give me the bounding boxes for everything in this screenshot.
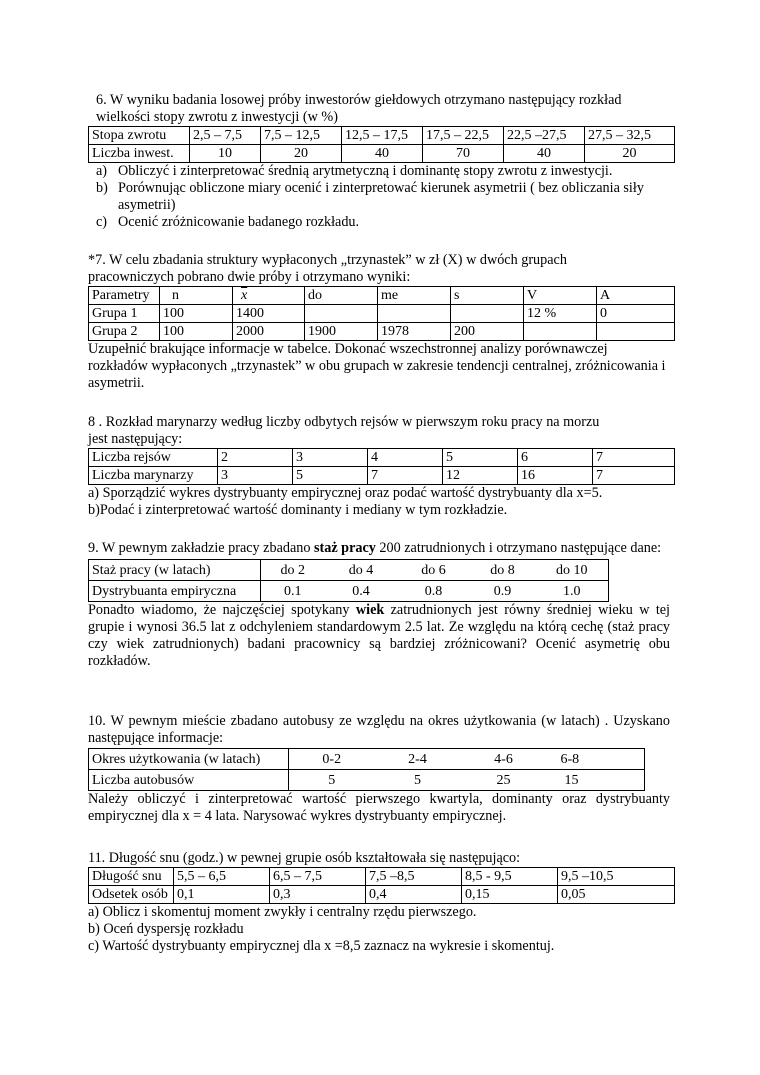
table-cell: Okres użytkowania (w latach) <box>89 749 289 770</box>
table-cell: 5 <box>293 467 368 485</box>
table-cell: Długość snu <box>89 868 174 886</box>
q11-intro: 11. Długość snu (godz.) w pewnej grupie osób kształtowała się następująco: <box>88 850 521 866</box>
table-cell <box>597 323 675 341</box>
table-row <box>89 560 609 581</box>
table-cell: 15 <box>547 770 645 791</box>
table-cell: 12 % <box>524 305 597 323</box>
q8-intro-line1: 8 . Rozkład marynarzy według liczby odbytych rejsów w pierwszym roku pracy na morzu <box>88 414 600 430</box>
x-bar-symbol: $\overline{x}$ <box>241 288 248 303</box>
table-cell: 1.0 <box>536 581 609 602</box>
table-cell: 7 <box>368 467 443 485</box>
table-cell: 0.8 <box>398 581 470 602</box>
table-cell: 40 <box>504 145 585 163</box>
table-cell: Dystrybuanta empiryczna <box>89 581 261 602</box>
table-cell: me <box>378 287 451 305</box>
table-row <box>89 868 675 886</box>
table-cell: 5 <box>289 770 375 791</box>
table-cell: do 4 <box>325 560 398 581</box>
table-cell: Liczba autobusów <box>89 770 289 791</box>
table-cell: 20 <box>261 145 342 163</box>
q9-table <box>88 559 609 602</box>
list-item <box>88 163 670 180</box>
table-cell: 9,5 –10,5 <box>558 868 675 886</box>
list-item <box>88 214 670 231</box>
table-row <box>89 770 645 791</box>
table-cell: 12 <box>443 467 518 485</box>
table-cell: 200 <box>451 323 524 341</box>
table-cell: 2 <box>218 449 293 467</box>
q6-intro-line1: 6. W wyniku badania losowej próby inwestorów giełdowych otrzymano następujący rozkład <box>96 92 622 108</box>
table-cell: 4 <box>368 449 443 467</box>
q9-intro-text-end: 200 zatrudnionych i otrzymano następujące dane: <box>375 540 662 556</box>
table-cell: Liczba rejsów <box>89 449 218 467</box>
table-row <box>89 467 675 485</box>
q9-intro <box>88 540 670 557</box>
item-text: Porównując obliczone miary ocenić i zinterpretować kierunek asymetrii ( bez obliczania siły asymetrii) <box>118 180 644 213</box>
q9-question <box>88 602 670 670</box>
q10-intro: 10. W pewnym mieście zbadano autobusy ze względu na okres użytkowania (w latach) . Uzyskano następujące informacje: <box>88 713 670 746</box>
table-cell: 3 <box>218 467 293 485</box>
table-cell: 0.9 <box>470 581 536 602</box>
q9-question-text-end: zatrudnionych jest równy średniej wieku w tej grupie i wynosi 36.5 lat z odchyleniem standardowym 2.5 lat. Ze względu na którą cechę (staż pracy czy wiek zatrudnionych) badani pracownicy są bardziej zróżnicowani? Ocenić asymetrię obu rozkładów. <box>88 602 670 669</box>
table-cell: 25 <box>461 770 547 791</box>
table-cell: Liczba inwest. <box>89 145 190 163</box>
table-cell <box>378 305 451 323</box>
table-cell: 1900 <box>305 323 378 341</box>
table-cell: 0,3 <box>270 886 366 904</box>
list-item <box>88 180 670 214</box>
table-cell: 6-8 <box>547 749 645 770</box>
table-cell: Parametry <box>89 287 160 305</box>
question-9 <box>88 540 670 670</box>
table-cell: 2000 <box>233 323 305 341</box>
table-cell <box>305 305 378 323</box>
question-6 <box>88 92 670 231</box>
table-cell: 5,5 – 6,5 <box>174 868 270 886</box>
table-cell: 5 <box>443 449 518 467</box>
table-cell: 0,15 <box>462 886 558 904</box>
question-7 <box>88 252 670 392</box>
table-row <box>89 886 675 904</box>
table-row <box>89 287 675 305</box>
table-cell: Stopa zwrotu <box>89 127 190 145</box>
q7-intro-line2: pracowniczych pobrano dwie próby i otrzymano wyniki: <box>88 269 411 285</box>
question-10 <box>88 713 670 825</box>
table-row <box>89 449 675 467</box>
table-cell: Grupa 2 <box>89 323 160 341</box>
item-label: b) <box>96 180 108 196</box>
table-cell: 1400 <box>233 305 305 323</box>
table-cell: 10 <box>190 145 261 163</box>
table-cell: 0-2 <box>289 749 375 770</box>
table-cell: 22,5 –27,5 <box>504 127 585 145</box>
table-cell: 2-4 <box>375 749 461 770</box>
q7-instructions: Uzupełnić brakujące informacje w tabelce. Dokonać wszechstronnej analizy porównawczej rozkładów wypłaconych „trzynastek” w obu grupach w zakresie tendencji centralnej, zróżnicowania i asymetrii. <box>88 341 666 391</box>
table-row <box>89 305 675 323</box>
table-cell: 17,5 – 22,5 <box>423 127 504 145</box>
table-cell: do 8 <box>470 560 536 581</box>
table-row <box>89 145 675 163</box>
q10-table <box>88 748 645 791</box>
q11-task-c: c) Wartość dystrybuanty empirycznej dla x =8,5 zaznacz na wykresie i skomentuj. <box>88 938 555 954</box>
table-cell: Odsetek osób <box>89 886 174 904</box>
table-cell: 6,5 – 7,5 <box>270 868 366 886</box>
table-cell: 27,5 – 32,5 <box>585 127 675 145</box>
table-cell: 7,5 –8,5 <box>366 868 462 886</box>
table-cell: 7 <box>593 467 675 485</box>
table-cell: 3 <box>293 449 368 467</box>
table-cell <box>233 287 305 305</box>
table-cell: 7,5 – 12,5 <box>261 127 342 145</box>
table-cell: 20 <box>585 145 675 163</box>
q6-subtasks <box>88 163 670 231</box>
q8-table <box>88 448 675 485</box>
q8-task-a: a) Sporządzić wykres dystrybuanty empirycznej oraz podać wartość dystrybuanty dla x=5. <box>88 485 603 501</box>
table-cell: 0,05 <box>558 886 675 904</box>
table-cell: 12,5 – 17,5 <box>342 127 423 145</box>
q7-intro-line1: *7. W celu zbadania struktury wypłaconych „trzynastek” w zł (X) w dwóch grupach <box>88 252 567 268</box>
q9-intro-text: 9. W pewnym zakładzie pracy zbadano <box>88 540 314 556</box>
table-cell: n <box>160 287 233 305</box>
table-cell: Grupa 1 <box>89 305 160 323</box>
table-cell: 40 <box>342 145 423 163</box>
table-cell: 1978 <box>378 323 451 341</box>
table-cell: 0.1 <box>261 581 325 602</box>
table-cell: 70 <box>423 145 504 163</box>
q9-question-text: Ponadto wiadomo, że najczęściej spotykany <box>88 602 356 618</box>
table-cell <box>524 323 597 341</box>
q11-task-a: a) Oblicz i skomentuj moment zwykły i centralny rzędu pierwszego. <box>88 904 477 920</box>
table-row <box>89 581 609 602</box>
q11-table <box>88 867 675 904</box>
q7-table <box>88 286 675 341</box>
table-cell: Staż pracy (w latach) <box>89 560 261 581</box>
question-11 <box>88 850 670 955</box>
table-cell: 6 <box>518 449 593 467</box>
question-8 <box>88 414 670 519</box>
table-cell: s <box>451 287 524 305</box>
item-text: Obliczyć i zinterpretować średnią arytmetyczną i dominantę stopy zwrotu z inwestycji. <box>118 163 613 179</box>
table-cell: 8,5 - 9,5 <box>462 868 558 886</box>
table-cell: 100 <box>160 323 233 341</box>
table-cell: 0,1 <box>174 886 270 904</box>
table-row <box>89 127 675 145</box>
q9-question-bold: wiek <box>355 602 385 618</box>
table-cell: 0 <box>597 305 675 323</box>
table-cell <box>451 305 524 323</box>
q10-instructions: Należy obliczyć i zinterpretować wartość pierwszego kwartyla, dominanty oraz dystrybuanty empirycznej dla x = 4 lata. Narysować wykres dystrybuanty empirycznej. <box>88 791 670 824</box>
item-label: c) <box>96 214 108 230</box>
table-cell: do 6 <box>398 560 470 581</box>
table-cell: 4-6 <box>461 749 547 770</box>
q6-intro-line2: wielkości stopy zwrotu z inwestycji (w %) <box>96 109 338 125</box>
table-cell: 16 <box>518 467 593 485</box>
table-row <box>89 749 645 770</box>
q8-task-b: b)Podać i zinterpretować wartość dominanty i mediany w tym rozkładzie. <box>88 502 508 518</box>
table-cell: do 2 <box>261 560 325 581</box>
table-cell: 100 <box>160 305 233 323</box>
table-cell: do 10 <box>536 560 609 581</box>
item-label: a) <box>96 163 108 179</box>
table-cell: 0.4 <box>325 581 398 602</box>
table-cell: 2,5 – 7,5 <box>190 127 261 145</box>
table-cell: V <box>524 287 597 305</box>
table-cell: Liczba marynarzy <box>89 467 218 485</box>
table-cell: 5 <box>375 770 461 791</box>
table-cell: 0,4 <box>366 886 462 904</box>
q11-task-b: b) Oceń dyspersję rozkładu <box>88 921 244 937</box>
item-text: Ocenić zróżnicowanie badanego rozkładu. <box>118 214 360 230</box>
q9-intro-bold: staż pracy <box>314 540 376 556</box>
q6-table <box>88 126 675 163</box>
table-cell: do <box>305 287 378 305</box>
table-cell: A <box>597 287 675 305</box>
table-cell: 7 <box>593 449 675 467</box>
q8-intro-line2: jest następujący: <box>88 431 183 447</box>
table-row <box>89 323 675 341</box>
